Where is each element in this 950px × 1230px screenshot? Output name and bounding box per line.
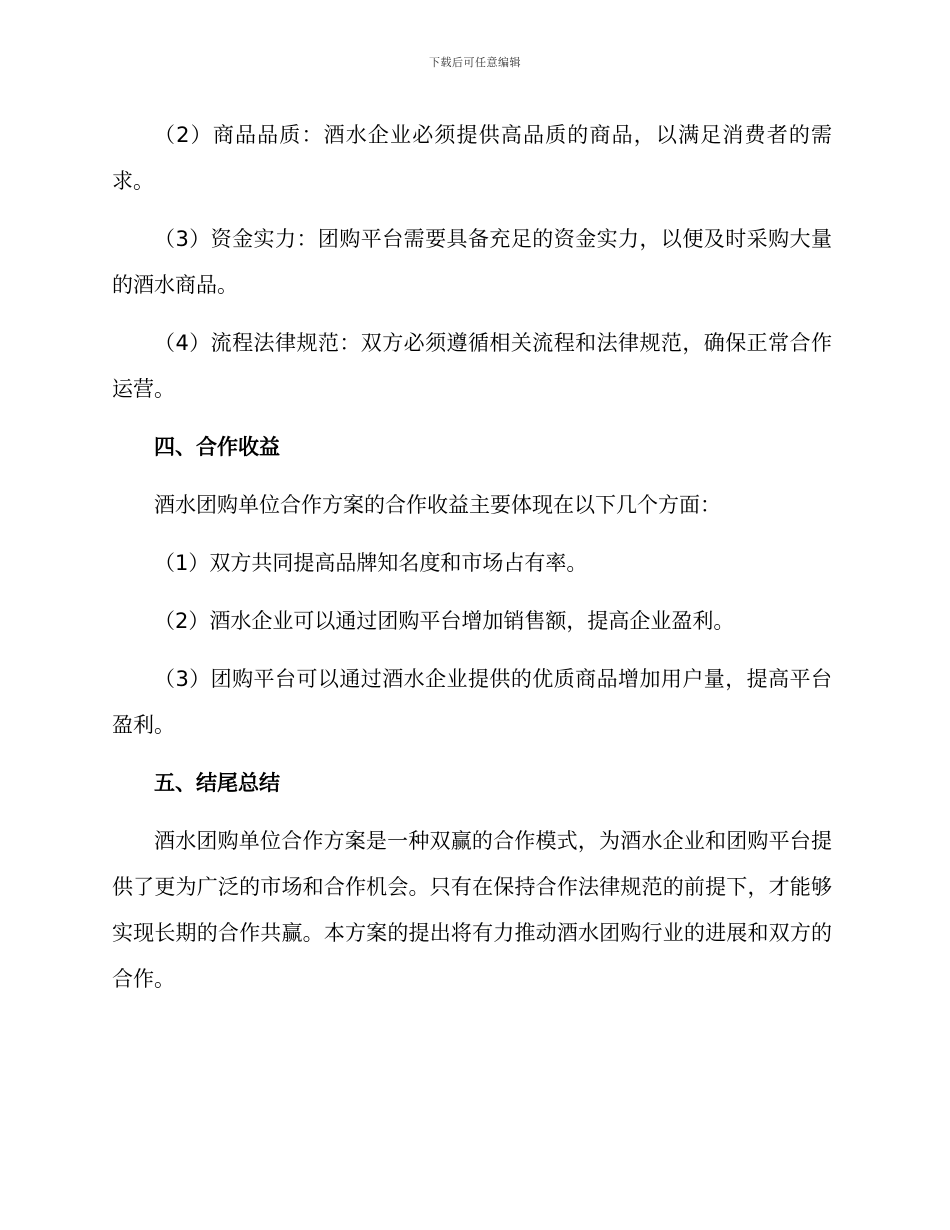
- section-heading-benefits: 四、合作收益: [154, 435, 280, 459]
- summary-paragraph: 酒水团购单位合作方案是一种双赢的合作模式，为酒水企业和团购平台提供了更为广泛的市场和合作机会。只有在保持合作法律规范的前提下，才能够实现长期的合作共赢。本方案的提出将有力推动酒水团购行业的进展和双方的合作。: [112, 829, 832, 991]
- benefit-item-users: （3）团购平台可以通过酒水企业提供的优质商品增加用户量，提高平台盈利。: [112, 667, 832, 737]
- requirement-item-compliance: （4）流程法律规范：双方必须遵循相关流程和法律规范，确保正常合作运营。: [112, 331, 832, 401]
- document-body: [112, 112, 832, 1014]
- page-header: 下载后可任意编辑: [429, 56, 521, 69]
- benefit-item-brand: （1）双方共同提高品牌知名度和市场占有率。: [154, 551, 588, 575]
- benefits-intro: 酒水团购单位合作方案的合作收益主要体现在以下几个方面：: [154, 493, 721, 517]
- requirement-item-quality: （2）商品品质：酒水企业必须提供高品质的商品，以满足消费者的需求。: [112, 123, 832, 193]
- requirement-item-capital: （3）资金实力：团购平台需要具备充足的资金实力，以便及时采购大量的酒水商品。: [112, 227, 832, 297]
- section-heading-summary: 五、结尾总结: [154, 771, 280, 795]
- benefit-item-sales: （2）酒水企业可以通过团购平台增加销售额，提高企业盈利。: [154, 609, 735, 633]
